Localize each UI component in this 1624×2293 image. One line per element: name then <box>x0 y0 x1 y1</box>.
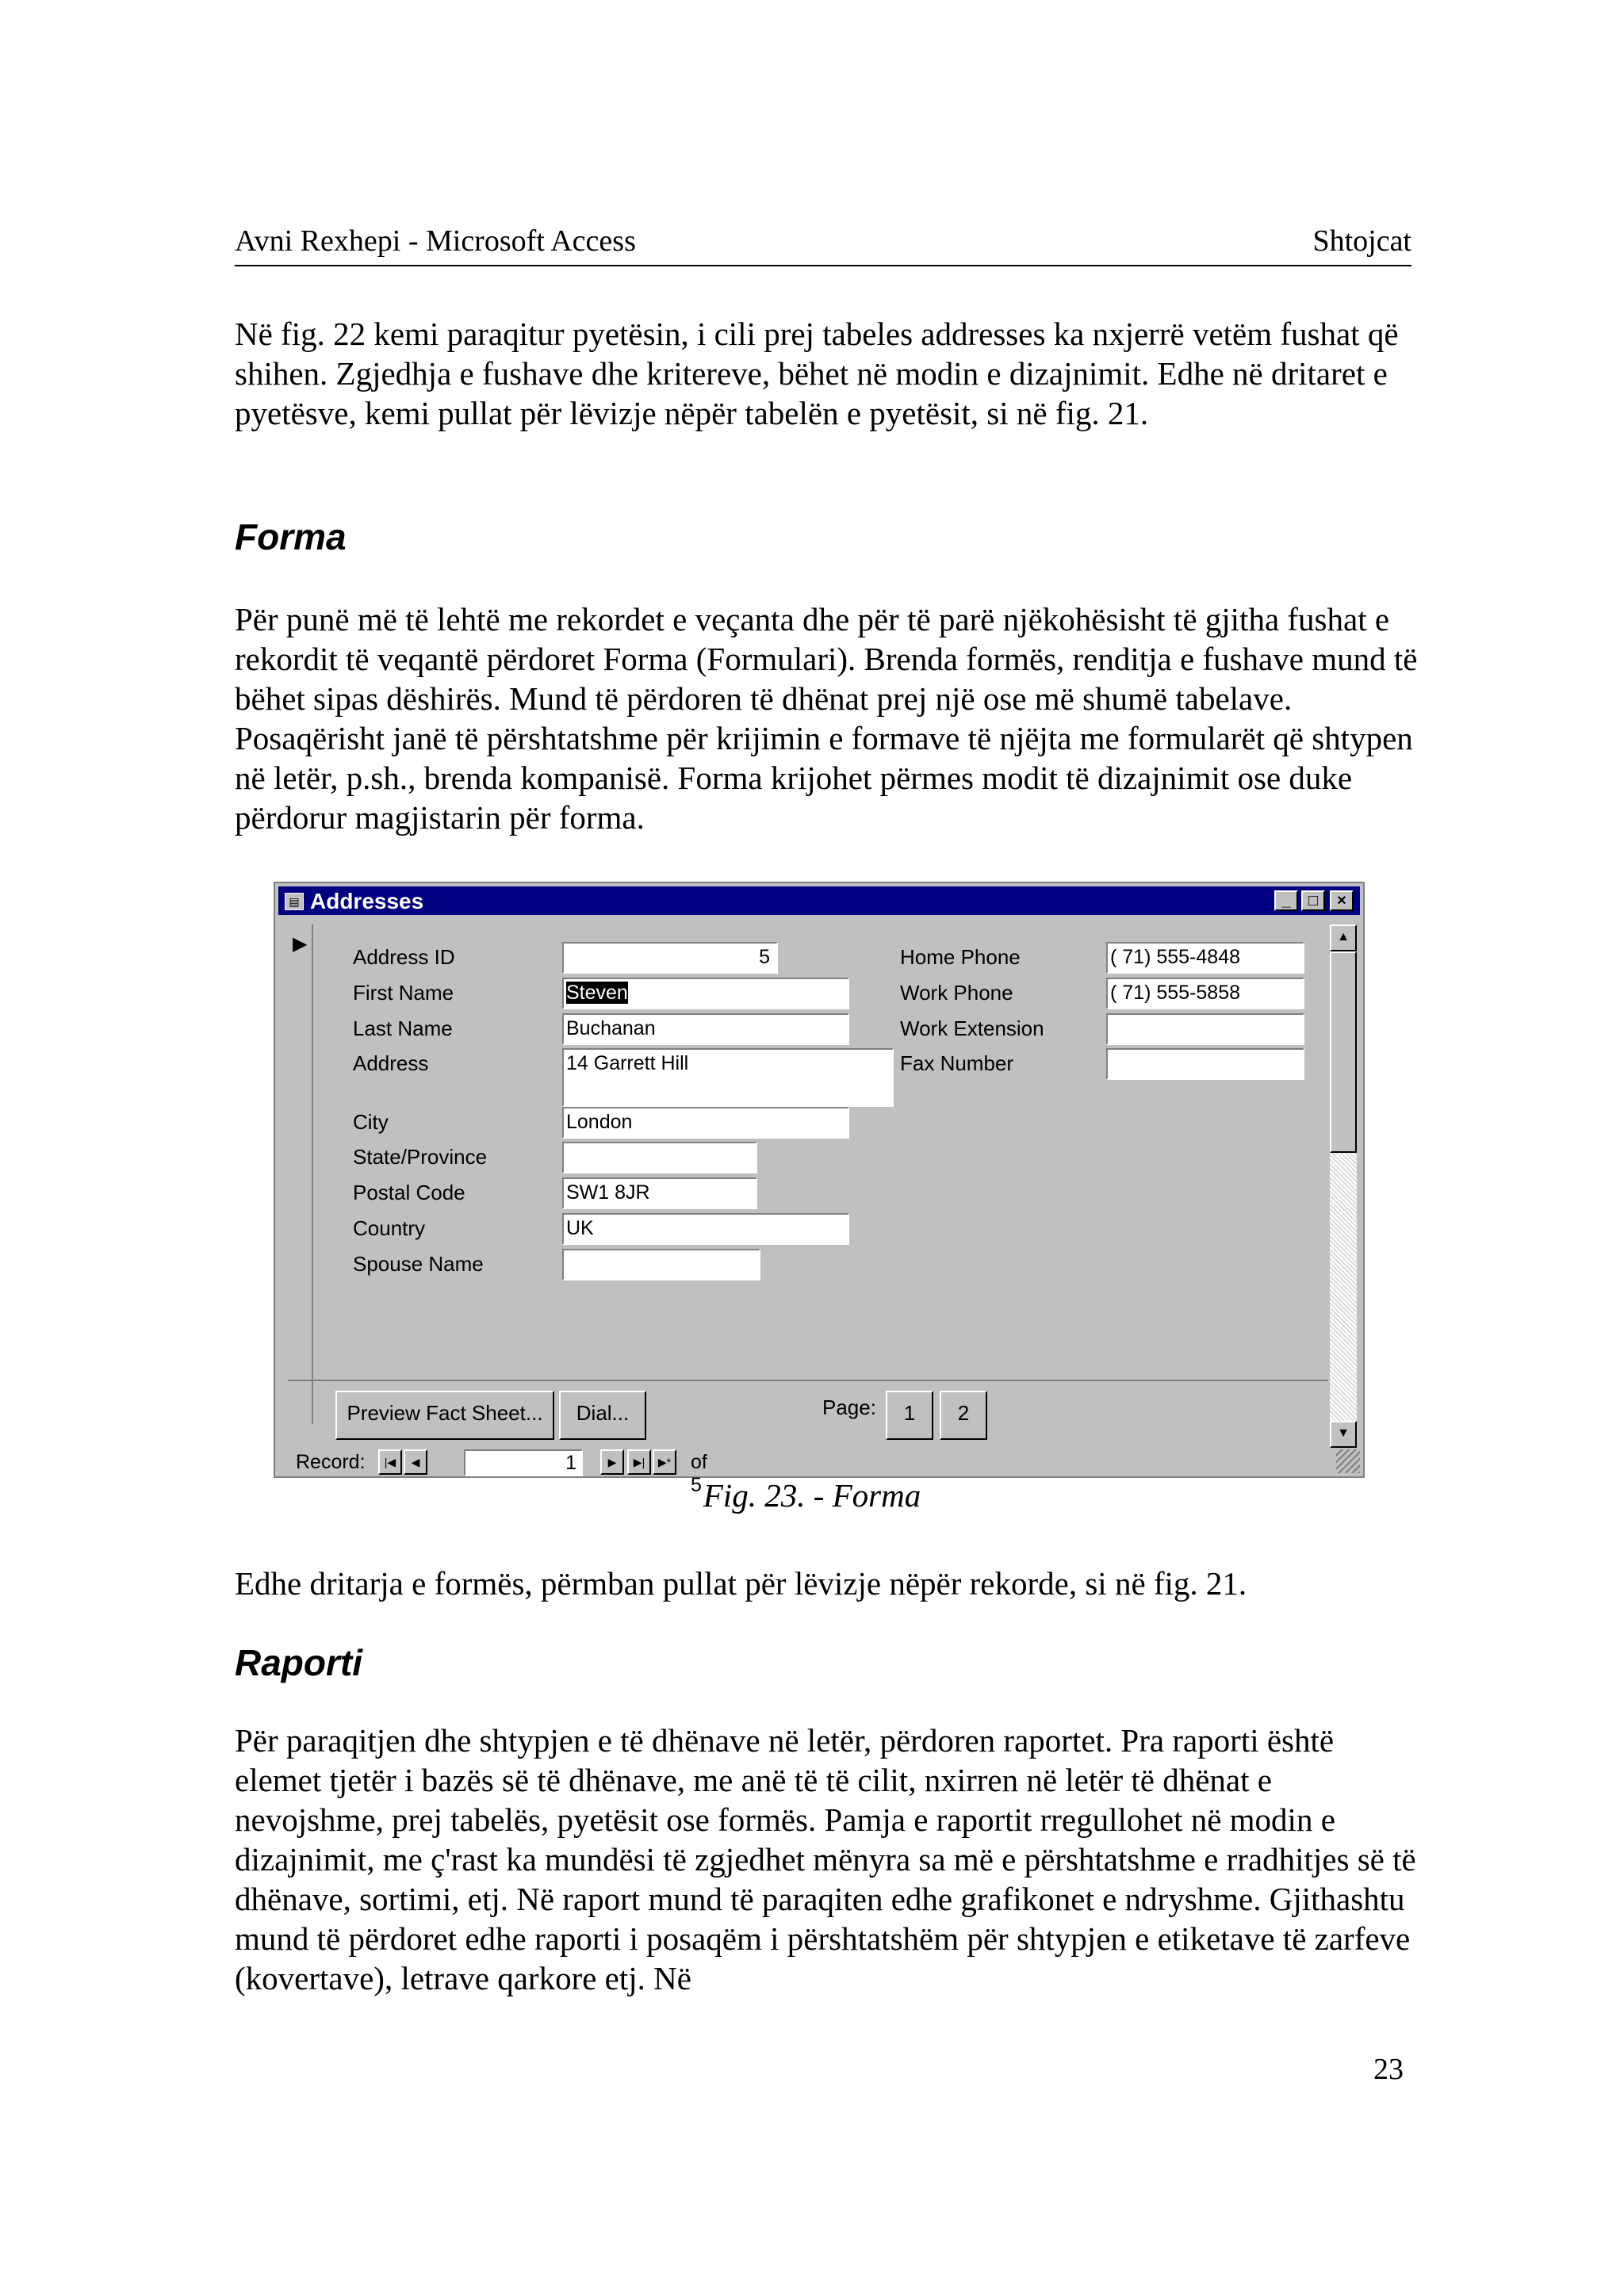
field-work-extension[interactable] <box>1106 1013 1304 1045</box>
label-work-extension: Work Extension <box>900 1016 1044 1040</box>
label-last-name: Last Name <box>353 1016 453 1040</box>
form-icon[interactable]: ▤ <box>285 893 304 910</box>
scroll-up-icon[interactable]: ▲ <box>1330 924 1357 951</box>
field-fax-number[interactable] <box>1106 1048 1304 1080</box>
minimize-icon[interactable]: _ <box>1274 890 1298 911</box>
paragraph-raporti: Për paraqitjen dhe shtypjen e të dhënave në letër, përdoren raportet. Pra raporti është elemet tjetër i bazës së të dhënave, me anë të të cilit, nxirren në letër të dhënat e nevojshme, prej tabelës, pyetësit ose formës. Pamja e raportit rregullohet në modin e dizajnimit, me ç'rast ka mundësi të zgjedhet mënyra sa më e përshtatshme e rradhitjes së të dhënave, sortimi, etj. Në raport mund të paraqiten edhe grafikonet e ndryshme. Gjithashtu mund të përdoret edhe raporti i posaqëm i përshtatshëm për shtypjen e etiketave të zarfeve (kovertave), letrave qarkore etj. Në <box>235 1722 1416 1996</box>
preview-fact-sheet-button[interactable]: Preview Fact Sheet... <box>335 1391 554 1440</box>
header-section: Shtojcat <box>1312 224 1411 258</box>
form-footer-divider <box>288 1380 1328 1381</box>
field-last-name[interactable]: Buchanan <box>562 1013 849 1045</box>
record-number-input[interactable]: 1 <box>464 1449 583 1476</box>
label-state: State/Province <box>353 1145 488 1169</box>
label-fax-number: Fax Number <box>900 1051 1014 1075</box>
figure-caption: Fig. 23. - Forma <box>703 1477 921 1514</box>
field-city[interactable]: London <box>562 1107 849 1139</box>
close-icon[interactable]: × <box>1330 890 1354 911</box>
resize-grip-icon[interactable] <box>1336 1449 1360 1473</box>
paragraph-form-navigation: Edhe dritarja e formës, përmban pullat për lëvizje nëpër rekorde, si në fig. 21. <box>235 1565 1247 1602</box>
current-record-icon: ▶ <box>293 933 308 955</box>
page-2-button[interactable]: 2 <box>940 1391 987 1440</box>
label-postal-code: Postal Code <box>353 1181 465 1204</box>
new-record-icon[interactable]: ▶* <box>653 1449 676 1475</box>
heading-raporti: Raporti <box>235 1642 362 1683</box>
record-label: Record: <box>296 1451 366 1473</box>
dial-button[interactable]: Dial... <box>559 1391 646 1440</box>
field-spouse-name[interactable] <box>562 1249 760 1280</box>
page-1-button[interactable]: 1 <box>886 1391 933 1440</box>
field-state[interactable] <box>562 1142 757 1173</box>
field-home-phone[interactable]: ( 71) 555-4848 <box>1106 942 1304 974</box>
form-detail <box>313 924 1293 1381</box>
maximize-icon[interactable]: □ <box>1301 890 1325 911</box>
label-home-phone: Home Phone <box>900 945 1021 969</box>
field-address[interactable]: 14 Garrett Hill <box>562 1048 894 1107</box>
header-title: Avni Rexhepi - Microsoft Access <box>235 224 636 258</box>
page-header <box>235 224 1411 266</box>
window-titlebar[interactable] <box>278 886 1360 915</box>
field-postal-code[interactable]: SW1 8JR <box>562 1177 757 1209</box>
label-address-id: Address ID <box>353 945 455 969</box>
first-record-icon[interactable]: |◀ <box>378 1449 402 1475</box>
record-total: of 5 <box>691 1451 707 1496</box>
scroll-thumb[interactable] <box>1330 951 1357 1153</box>
label-spouse-name: Spouse Name <box>353 1252 484 1276</box>
label-first-name: First Name <box>353 981 454 1005</box>
next-record-icon[interactable]: ▶ <box>600 1449 624 1475</box>
field-first-name[interactable] <box>562 978 849 1009</box>
field-country[interactable]: UK <box>562 1213 849 1245</box>
record-selector[interactable] <box>288 924 313 1424</box>
label-city: City <box>353 1110 389 1134</box>
label-work-phone: Work Phone <box>900 981 1013 1005</box>
heading-forma: Forma <box>235 516 347 557</box>
last-record-icon[interactable]: ▶| <box>627 1449 651 1475</box>
first-name-value: Steven <box>566 982 628 1004</box>
page-label: Page: <box>822 1395 876 1419</box>
field-address-id[interactable]: 5 <box>562 942 778 974</box>
scroll-down-icon[interactable]: ▼ <box>1330 1421 1357 1448</box>
paragraph-intro: Në fig. 22 kemi paraqitur pyetësin, i cili prej tabeles addresses ka nxjerrë vetëm fushat që shihen. Zgjedhja e fushave dhe kritereve, bëhet në modin e dizajnimit. Edhe në dritaret e pyetësve, kemi pullat për lëvizje nëpër tabelën e pyetësit, si në fig. 21. <box>235 316 1399 431</box>
field-work-phone[interactable]: ( 71) 555-5858 <box>1106 978 1304 1009</box>
page-number: 23 <box>1373 2053 1404 2086</box>
paragraph-forma: Për punë më të lehtë me rekordet e veçanta dhe për të parë njëkohësisht të gjitha fushat e rekordit të veqantë përdoret Forma (Formulari). Brenda formës, renditja e fushave mund të bëhet sipas dëshirës. Mund të përdoren të dhënat prej një ose më shumë tabelave. Posaqërisht janë të përshtatshme për krijimin e formave të njëjta me formularët që shtypen në letër, p.sh., brenda kompanisë. Forma krijohet përmes modit të dizajnimit ose duke përdorur magjistarin për forma. <box>235 601 1418 836</box>
label-country: Country <box>353 1216 426 1240</box>
label-address: Address <box>353 1051 429 1075</box>
vertical-scrollbar[interactable] <box>1330 924 1357 1448</box>
window-title: Addresses <box>310 889 424 913</box>
previous-record-icon[interactable]: ◀ <box>404 1449 427 1475</box>
